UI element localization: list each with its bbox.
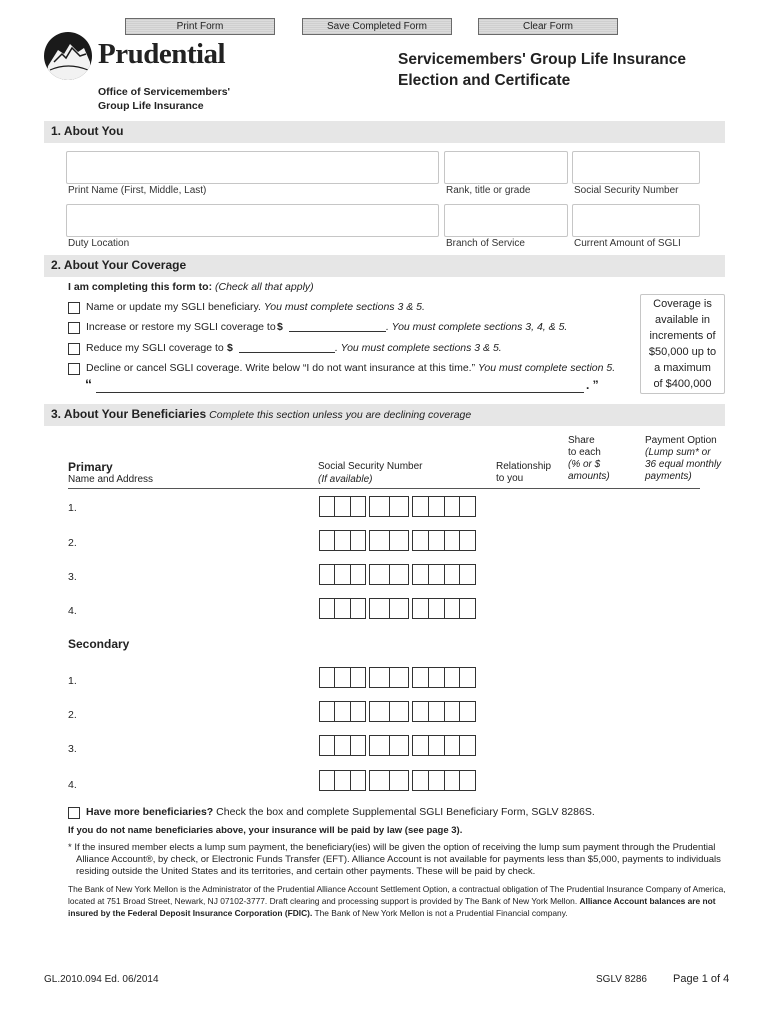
form-code: GL.2010.094 Ed. 06/2014 bbox=[44, 974, 159, 985]
brand-name: Prudential bbox=[98, 38, 226, 70]
rank-field[interactable] bbox=[444, 151, 568, 184]
secondary-2-ssn-area[interactable] bbox=[319, 701, 366, 722]
primary-1-ssn-serial[interactable] bbox=[412, 496, 476, 517]
secondary-row-3: 3. bbox=[68, 743, 77, 755]
secondary-row-2: 2. bbox=[68, 709, 77, 721]
secondary-2-ssn-serial[interactable] bbox=[412, 701, 476, 722]
reduce-coverage-checkbox[interactable] bbox=[68, 343, 80, 355]
name-field-label: Print Name (First, Middle, Last) bbox=[68, 185, 207, 196]
primary-4-ssn-group[interactable] bbox=[369, 598, 409, 619]
coverage-intro: I am completing this form to: (Check all that apply) bbox=[68, 281, 314, 293]
section-about-you-heading: 1. About You bbox=[44, 121, 725, 143]
section-beneficiaries-heading: 3. About Your Beneficiaries Complete this section unless you are declining coverage bbox=[44, 404, 725, 426]
primary-3-ssn-area[interactable] bbox=[319, 564, 366, 585]
ssn-column-sub: (If available) bbox=[318, 474, 373, 485]
primary-row-1: 1. bbox=[68, 502, 77, 514]
secondary-3-ssn-serial[interactable] bbox=[412, 735, 476, 756]
name-field[interactable] bbox=[66, 151, 439, 184]
sgli-amount-field[interactable] bbox=[572, 204, 700, 237]
name-address-label: Name and Address bbox=[68, 474, 154, 485]
option-reduce-coverage: Reduce my SGLI coverage to bbox=[86, 342, 224, 354]
primary-2-ssn-serial[interactable] bbox=[412, 530, 476, 551]
primary-heading: Primary bbox=[68, 460, 113, 474]
secondary-1-ssn-group[interactable] bbox=[369, 667, 409, 688]
secondary-3-ssn-area[interactable] bbox=[319, 735, 366, 756]
quote-open: “ bbox=[85, 376, 92, 392]
primary-1-ssn-group[interactable] bbox=[369, 496, 409, 517]
increase-coverage-checkbox[interactable] bbox=[68, 322, 80, 334]
secondary-2-ssn-group[interactable] bbox=[369, 701, 409, 722]
bank-disclaimer: The Bank of New York Mellon is the Administrator of the Prudential Alliance Account Settlement Option, a contractual obligation of The Prudential Insurance Company of America, located at 751 Broad Street, Newark, NJ 07102-3777. Draft clearing and processing support is provided by The Bank of New York Mellon. Alliance Account balances are not insured by the Federal Deposit Insurance Corporation (FDIC). The Bank of New York Mellon is not a Prudential Financial company. bbox=[68, 884, 726, 918]
option-update-beneficiary: Name or update my SGLI beneficiary. You must complete sections 3 & 5. bbox=[86, 301, 425, 313]
quote-close: . ” bbox=[586, 378, 599, 392]
office-name: Office of Servicemembers' Group Life Insurance bbox=[98, 86, 231, 112]
print-form-button[interactable]: Print Form bbox=[125, 18, 275, 35]
option-increase-coverage: Increase or restore my SGLI coverage to bbox=[86, 321, 276, 333]
branch-field[interactable] bbox=[444, 204, 568, 237]
increase-coverage-note: . You must complete sections 3, 4, & 5. bbox=[386, 321, 568, 333]
prudential-rock-logo-icon bbox=[44, 32, 92, 80]
ssn-column-label: Social Security Number bbox=[318, 461, 423, 472]
share-column-label: Share to each (% or $ amounts) bbox=[568, 435, 610, 482]
section-coverage-heading: 2. About Your Coverage bbox=[44, 255, 725, 277]
secondary-row-1: 1. bbox=[68, 675, 77, 687]
reduce-amount-input[interactable] bbox=[239, 352, 335, 353]
duty-location-label: Duty Location bbox=[68, 238, 130, 249]
duty-location-field[interactable] bbox=[66, 204, 439, 237]
relationship-column-label: Relationship to you bbox=[496, 461, 552, 484]
payment-column-label: Payment Option (Lump sum* or 36 equal monthly payments) bbox=[645, 435, 722, 482]
rank-field-label: Rank, title or grade bbox=[446, 185, 531, 196]
decline-coverage-checkbox[interactable] bbox=[68, 363, 80, 375]
more-beneficiaries-checkbox[interactable] bbox=[68, 807, 80, 819]
decline-statement-input[interactable] bbox=[96, 392, 584, 393]
primary-2-ssn-area[interactable] bbox=[319, 530, 366, 551]
primary-3-ssn-group[interactable] bbox=[369, 564, 409, 585]
form-number: SGLV 8286 bbox=[596, 974, 647, 985]
primary-4-ssn-serial[interactable] bbox=[412, 598, 476, 619]
coverage-note: Coverage is available in increments of $50,000 up to a maximum of $400,000 bbox=[640, 294, 725, 394]
secondary-1-ssn-serial[interactable] bbox=[412, 667, 476, 688]
increase-amount-input[interactable] bbox=[289, 331, 386, 332]
page-number: Page 1 of 4 bbox=[673, 973, 730, 985]
more-beneficiaries-text: Have more beneficiaries? Check the box and complete Supplemental SGLI Beneficiary Form, SGLV 8286S. bbox=[86, 806, 595, 818]
update-beneficiary-checkbox[interactable] bbox=[68, 302, 80, 314]
secondary-3-ssn-group[interactable] bbox=[369, 735, 409, 756]
ssn-field[interactable] bbox=[572, 151, 700, 184]
primary-3-ssn-serial[interactable] bbox=[412, 564, 476, 585]
secondary-4-ssn-group[interactable] bbox=[369, 770, 409, 791]
reduce-coverage-note: . You must complete sections 3 & 5. bbox=[335, 342, 502, 354]
branch-label: Branch of Service bbox=[446, 238, 525, 249]
ssn-field-label: Social Security Number bbox=[574, 185, 679, 196]
column-header-rule bbox=[68, 488, 700, 489]
lump-sum-note: * If the insured member elects a lump sum payment, the beneficiary(ies) will be given the option of receiving the lump sum payment through the Prudential Alliance Account®, by check, or Electronic Funds Transfer (EFT). Alliance Account is not available for payments less than $5,000, payments to individuals residing outside the United States and its territories, and certain other payments. These will be paid by check. bbox=[68, 842, 721, 877]
primary-2-ssn-group[interactable] bbox=[369, 530, 409, 551]
save-form-button[interactable]: Save Completed Form bbox=[302, 18, 452, 35]
primary-row-2: 2. bbox=[68, 537, 77, 549]
clear-form-button[interactable]: Clear Form bbox=[478, 18, 618, 35]
secondary-4-ssn-serial[interactable] bbox=[412, 770, 476, 791]
option-decline-coverage: Decline or cancel SGLI coverage. Write below “I do not want insurance at this time.” You must complete section 5. bbox=[86, 362, 616, 374]
primary-4-ssn-area[interactable] bbox=[319, 598, 366, 619]
secondary-1-ssn-area[interactable] bbox=[319, 667, 366, 688]
document-title: Servicemembers' Group Life Insurance Election and Certificate bbox=[398, 51, 686, 89]
increase-dollar-sign: $ bbox=[277, 321, 283, 333]
secondary-heading: Secondary bbox=[68, 637, 130, 651]
primary-1-ssn-area[interactable] bbox=[319, 496, 366, 517]
primary-row-3: 3. bbox=[68, 571, 77, 583]
law-note: If you do not name beneficiaries above, your insurance will be paid by law (see page 3). bbox=[68, 825, 463, 836]
primary-row-4: 4. bbox=[68, 605, 77, 617]
secondary-4-ssn-area[interactable] bbox=[319, 770, 366, 791]
reduce-dollar-sign: $ bbox=[227, 342, 233, 354]
sgli-amount-label: Current Amount of SGLI bbox=[574, 238, 681, 249]
secondary-row-4: 4. bbox=[68, 779, 77, 791]
